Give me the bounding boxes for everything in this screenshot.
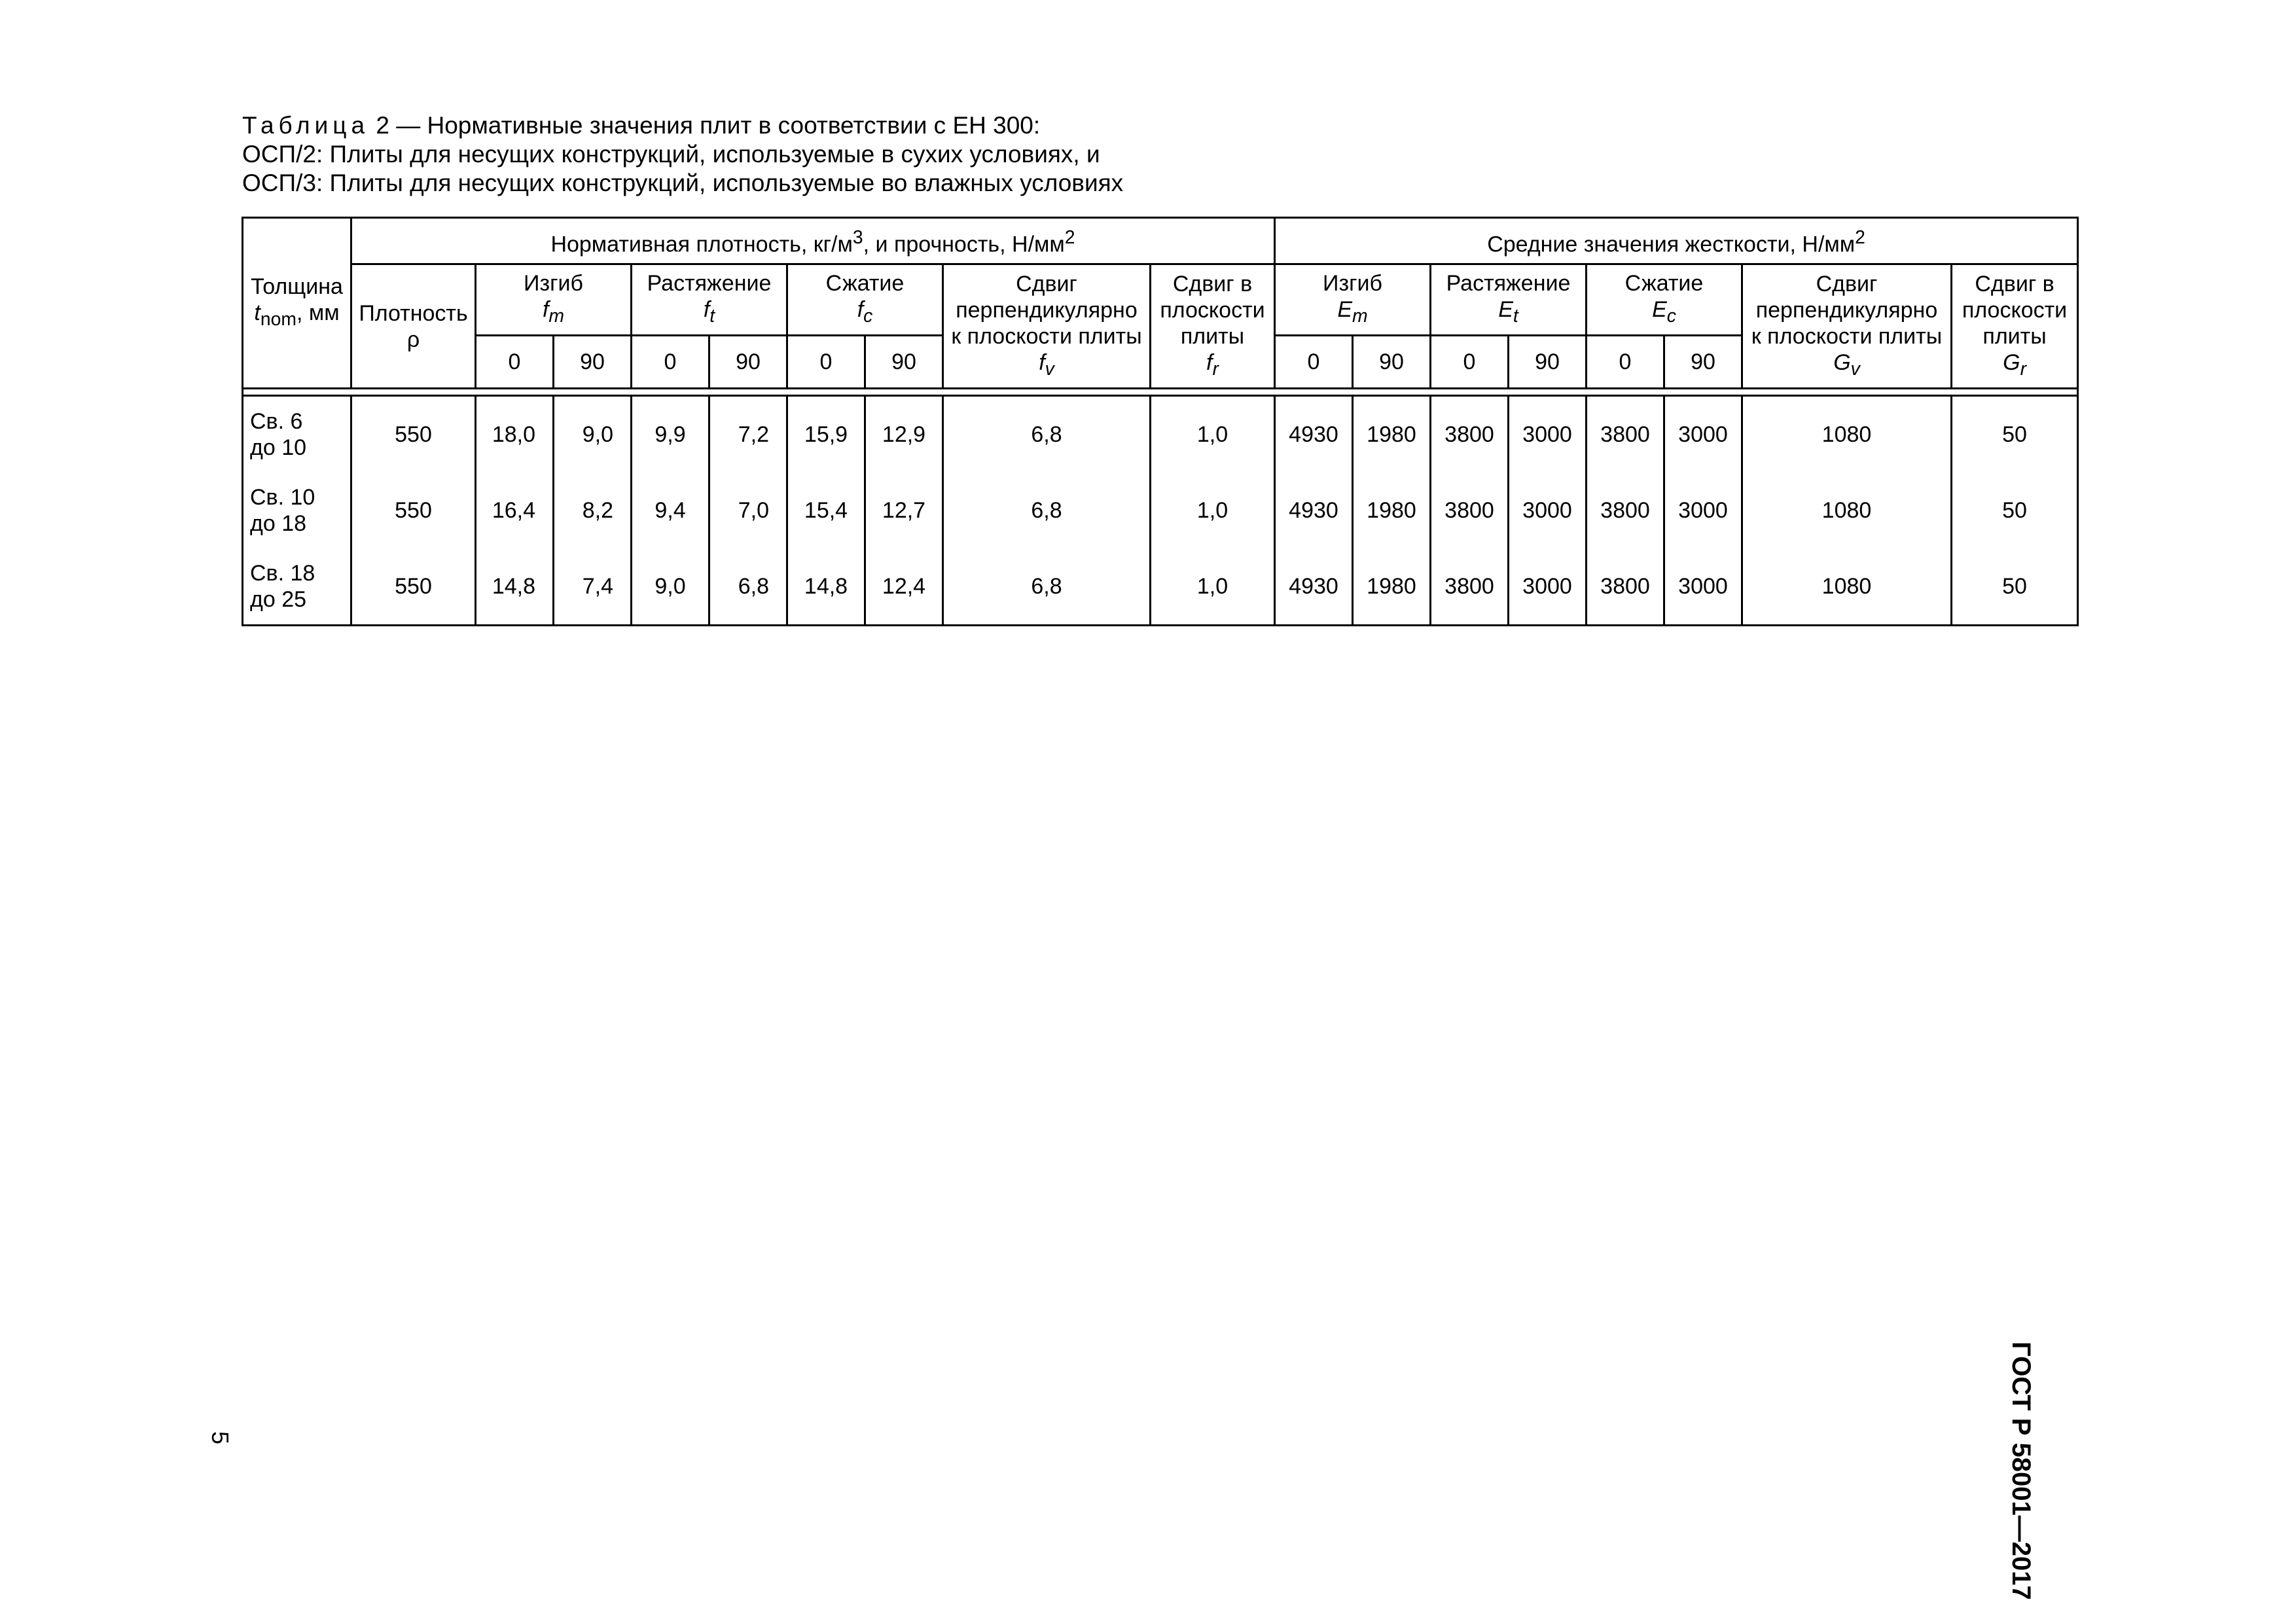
value-cell: 1,0	[1151, 396, 1275, 473]
value-cell: 3800	[1587, 473, 1664, 548]
value-cell: 50	[1952, 396, 2078, 473]
thickness-cell: Св. 10 до 18	[243, 473, 351, 548]
angle-cell: 0	[632, 336, 709, 389]
value-cell: 3000	[1664, 473, 1742, 548]
caption-label: Таблица	[242, 112, 370, 139]
value-cell: 50	[1952, 548, 2078, 626]
value-cell: 1080	[1742, 548, 1952, 626]
value-cell: 7,0	[709, 473, 787, 548]
header-separator	[243, 389, 2078, 396]
value-cell: 3000	[1509, 548, 1587, 626]
header-thickness: Толщина $t_{nom}$, мм	[243, 218, 351, 389]
caption-line2: ОСП/2: Плиты для несущих конструкций, используемые в сухих условиях, и	[242, 141, 1100, 168]
value-cell: 1,0	[1151, 473, 1275, 548]
header-group-strength: Нормативная плотность, $кг/м^3$, и прочность, $Н/мм^2$	[351, 218, 1275, 264]
header-shear-plane-g: Сдвиг в плоскости плиты $G_r$	[1952, 264, 2078, 389]
value-cell: 3000	[1509, 396, 1587, 473]
value-cell: 14,8	[476, 548, 554, 626]
page-number: 5	[207, 1431, 234, 1445]
value-cell: 4930	[1275, 473, 1353, 548]
value-cell: 50	[1952, 473, 2078, 548]
header-group-stiffness: Средние значения жесткости, $Н/мм^2$	[1275, 218, 2078, 264]
value-cell: 1980	[1353, 396, 1431, 473]
value-cell: 15,9	[787, 396, 865, 473]
value-cell: 3800	[1431, 548, 1509, 626]
value-cell: 12,7	[865, 473, 943, 548]
table-row	[243, 473, 2078, 548]
value-cell: 9,4	[632, 473, 709, 548]
value-cell: 3800	[1587, 548, 1664, 626]
angle-cell: 90	[709, 336, 787, 389]
value-cell: 3800	[1587, 396, 1664, 473]
header-bend-f: Изгиб $f_m$	[476, 264, 632, 336]
header-bend-e: Изгиб $E_m$	[1275, 264, 1431, 336]
value-cell: 550	[351, 473, 476, 548]
header-shear-perp-g: Сдвиг перпендикулярно к плоскости плиты $G_v$	[1742, 264, 1952, 389]
value-cell: 3800	[1431, 473, 1509, 548]
value-cell: 9,0	[554, 396, 632, 473]
value-cell: 12,4	[865, 548, 943, 626]
value-cell: 9,0	[632, 548, 709, 626]
header-tension-f: Растяжение $f_t$	[632, 264, 787, 336]
header-shear-perp-f: Сдвиг перпендикулярно к плоскости плиты $f_v$	[943, 264, 1151, 389]
angle-cell: 0	[1587, 336, 1664, 389]
value-cell: 1980	[1353, 473, 1431, 548]
document-code: ГОСТ Р 58001—2017	[2007, 1342, 2036, 1600]
value-cell: 1,0	[1151, 548, 1275, 626]
angle-cell: 90	[1664, 336, 1742, 389]
angle-cell: 90	[1353, 336, 1431, 389]
angle-cell: 0	[1275, 336, 1353, 389]
values-table	[242, 217, 2079, 626]
value-cell: 8,2	[554, 473, 632, 548]
header-compression-e: Сжатие $E_c$	[1587, 264, 1742, 336]
value-cell: 6,8	[943, 548, 1151, 626]
value-cell: 3800	[1431, 396, 1509, 473]
header-shear-plane-f: Сдвиг в плоскости плиты $f_r$	[1151, 264, 1275, 389]
table-caption	[242, 111, 2140, 198]
value-cell: 7,4	[554, 548, 632, 626]
angle-cell: 0	[476, 336, 554, 389]
value-cell: 9,9	[632, 396, 709, 473]
value-cell: 6,8	[943, 396, 1151, 473]
value-cell: 550	[351, 548, 476, 626]
table-row	[243, 548, 2078, 626]
header-tension-e: Растяжение $E_t$	[1431, 264, 1587, 336]
value-cell: 4930	[1275, 548, 1353, 626]
caption-line1: 2 — Нормативные значения плит в соответствии с ЕН 300:	[369, 112, 1041, 139]
value-cell: 15,4	[787, 473, 865, 548]
angle-cell: 0	[1431, 336, 1509, 389]
value-cell: 18,0	[476, 396, 554, 473]
value-cell: 3000	[1664, 548, 1742, 626]
angle-cell: 90	[554, 336, 632, 389]
value-cell: 6,8	[943, 473, 1151, 548]
thickness-cell: Св. 18 до 25	[243, 548, 351, 626]
value-cell: 1080	[1742, 473, 1952, 548]
angle-cell: 90	[1509, 336, 1587, 389]
value-cell: 7,2	[709, 396, 787, 473]
value-cell: 14,8	[787, 548, 865, 626]
header-compression-f: Сжатие $f_c$	[787, 264, 943, 336]
thickness-cell: Св. 6 до 10	[243, 396, 351, 473]
value-cell: 4930	[1275, 396, 1353, 473]
value-cell: 3000	[1664, 396, 1742, 473]
angle-cell: 0	[787, 336, 865, 389]
value-cell: 12,9	[865, 396, 943, 473]
value-cell: 1980	[1353, 548, 1431, 626]
value-cell: 6,8	[709, 548, 787, 626]
angle-cell: 90	[865, 336, 943, 389]
value-cell: 550	[351, 396, 476, 473]
table-row	[243, 396, 2078, 473]
value-cell: 1080	[1742, 396, 1952, 473]
caption-line3: ОСП/3: Плиты для несущих конструкций, используемые во влажных условиях	[242, 169, 1124, 196]
value-cell: 3000	[1509, 473, 1587, 548]
header-density: Плотность ρ	[351, 264, 476, 389]
value-cell: 16,4	[476, 473, 554, 548]
